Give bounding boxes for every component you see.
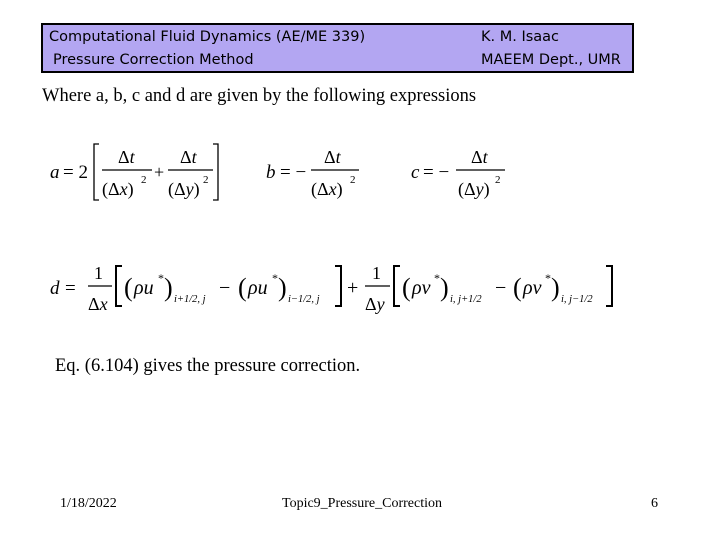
equation-a — [50, 138, 225, 206]
svg-text:i−1/2, j: i−1/2, j — [288, 294, 320, 305]
equation-d — [50, 258, 620, 322]
svg-text:Δt: Δt — [324, 147, 341, 167]
svg-text:*: * — [545, 271, 551, 285]
svg-text:Δt: Δt — [471, 147, 488, 167]
footer-date: 1/18/2022 — [60, 496, 117, 511]
svg-text:ρv: ρv — [523, 277, 542, 299]
svg-text:*: * — [272, 271, 278, 285]
equation-b — [266, 138, 366, 206]
course-title: Computational Fluid Dynamics (AE/ME 339) — [49, 29, 366, 45]
svg-text:i+1/2, j: i+1/2, j — [174, 294, 206, 305]
svg-text:Δt: Δt — [180, 147, 197, 167]
svg-text:Δx: Δx — [88, 294, 108, 314]
department-name: MAEEM Dept., UMR — [481, 52, 621, 68]
svg-text:(Δx): (Δx) — [102, 179, 134, 199]
svg-text:Δt: Δt — [118, 147, 135, 167]
svg-text:ρu: ρu — [134, 277, 154, 299]
svg-text:i, j−1/2: i, j−1/2 — [561, 294, 593, 305]
svg-text:(: ( — [402, 273, 411, 302]
svg-text:b: b — [266, 162, 276, 183]
svg-text:1: 1 — [94, 263, 103, 283]
svg-text:ρu: ρu — [248, 277, 268, 299]
svg-text:i, j+1/2: i, j+1/2 — [450, 294, 482, 305]
svg-text:a: a — [50, 162, 60, 183]
svg-text:+: + — [347, 277, 359, 299]
svg-text:+: + — [154, 162, 165, 182]
author-name: K. M. Isaac — [481, 29, 560, 45]
svg-text:): ) — [278, 273, 287, 302]
intro-text: Where a, b, c and d are given by the following expressions — [42, 86, 477, 106]
svg-text:1: 1 — [372, 263, 381, 283]
equation-c — [411, 138, 511, 206]
svg-text:ρv: ρv — [412, 277, 431, 299]
svg-text:2: 2 — [350, 174, 356, 186]
svg-text:2: 2 — [203, 174, 209, 186]
svg-text:): ) — [440, 273, 449, 302]
svg-text:(: ( — [513, 273, 522, 302]
svg-text:−: − — [219, 277, 231, 299]
svg-text:(: ( — [238, 273, 247, 302]
svg-text:= −: = − — [280, 162, 307, 183]
footer-title: Topic9_Pressure_Correction — [282, 496, 442, 511]
svg-text:Δy: Δy — [365, 294, 385, 314]
svg-text:*: * — [434, 271, 440, 285]
svg-text:): ) — [164, 273, 173, 302]
svg-text:c: c — [411, 162, 420, 183]
svg-text:2: 2 — [141, 174, 147, 186]
svg-text:d: d — [50, 278, 60, 299]
equation-reference-text: Eq. (6.104) gives the pressure correction. — [55, 356, 361, 376]
svg-text:(Δy): (Δy) — [168, 179, 200, 199]
svg-text:(: ( — [124, 273, 133, 302]
svg-text:*: * — [158, 271, 164, 285]
svg-text:−: − — [495, 277, 507, 299]
svg-text:= 2: = 2 — [63, 162, 88, 183]
topic-title: Pressure Correction Method — [53, 52, 254, 68]
svg-text:(Δx): (Δx) — [311, 179, 343, 199]
page-number: 6 — [651, 496, 658, 511]
slide-header — [41, 23, 634, 73]
svg-text:): ) — [551, 273, 560, 302]
svg-text:= −: = − — [423, 162, 450, 183]
svg-text:2: 2 — [495, 174, 501, 186]
svg-text:(Δy): (Δy) — [458, 179, 490, 199]
svg-text:=: = — [65, 278, 76, 299]
